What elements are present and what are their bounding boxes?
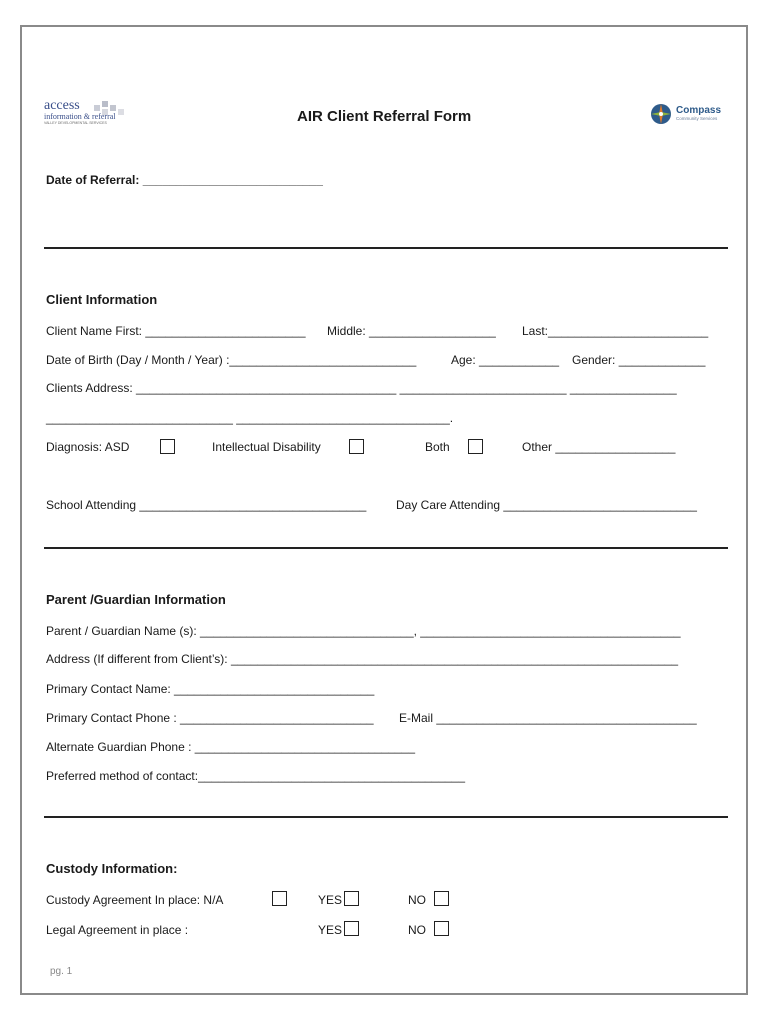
page-number: pg. 1	[50, 966, 73, 977]
custody-agreement-label: Custody Agreement In place: N/A	[46, 893, 224, 907]
legal-yes-checkbox[interactable]	[344, 921, 359, 936]
custody-no-label: NO	[408, 893, 426, 907]
custody-no-checkbox[interactable]	[434, 891, 449, 906]
access-logo-org: VALLEY DEVELOPMENTAL SERVICES	[44, 121, 107, 125]
school-attending-field[interactable]: School Attending __________________________________	[46, 498, 367, 512]
diagnosis-other-field[interactable]: Other __________________	[522, 440, 676, 454]
diagnosis-both-checkbox[interactable]	[468, 439, 483, 454]
gender-field[interactable]: Gender: _____________	[572, 353, 706, 367]
client-first-name-field[interactable]: Client Name First: ________________________	[46, 324, 306, 338]
custody-yes-label: YES	[318, 893, 343, 907]
legal-no-label: NO	[408, 923, 426, 937]
diagnosis-intellectual-disability-label: Intellectual Disability	[212, 440, 321, 454]
form-title: AIR Client Referral Form	[297, 108, 472, 125]
access-logo	[44, 98, 134, 131]
date-of-birth-field[interactable]: Date of Birth (Day / Month / Year) :____________________________	[46, 353, 417, 367]
primary-contact-name-field[interactable]: Primary Contact Name: ______________________________	[46, 682, 375, 696]
legal-yes-label: YES	[318, 923, 343, 937]
date-of-referral-field[interactable]: Date of Referral: ___________________________	[46, 173, 323, 187]
client-address-field[interactable]: Clients Address: _______________________________________ _________________________ ________________	[46, 381, 677, 395]
email-field[interactable]: E-Mail _______________________________________	[399, 711, 697, 725]
compass-logo	[650, 103, 730, 129]
section-divider	[44, 816, 728, 818]
diagnosis-both-label: Both	[425, 440, 450, 454]
primary-contact-phone-field[interactable]: Primary Contact Phone : _____________________________	[46, 711, 374, 725]
custody-yes-checkbox[interactable]	[344, 891, 359, 906]
diagnosis-intellectual-disability-checkbox[interactable]	[349, 439, 364, 454]
custody-na-checkbox[interactable]	[272, 891, 287, 906]
custody-information-heading: Custody Information:	[46, 861, 178, 876]
client-information-heading: Client Information	[46, 292, 158, 307]
preferred-contact-method-field[interactable]: Preferred method of contact:________________________________________	[46, 769, 466, 783]
legal-no-checkbox[interactable]	[434, 921, 449, 936]
diagnosis-label: Diagnosis: ASD	[46, 440, 130, 454]
section-divider	[44, 247, 728, 249]
parent-guardian-name-field[interactable]: Parent / Guardian Name (s): ________________________________, _______________________________________	[46, 624, 681, 638]
access-logo-subtitle: information & referral	[44, 112, 116, 121]
alternate-guardian-phone-field[interactable]: Alternate Guardian Phone : _________________________________	[46, 740, 415, 754]
client-middle-name-field[interactable]: Middle: ___________________	[327, 324, 496, 338]
parent-guardian-heading: Parent /Guardian Information	[46, 592, 226, 607]
access-logo-name: access	[44, 98, 80, 113]
client-last-name-field[interactable]: Last:________________________	[522, 324, 709, 338]
compass-logo-tagline: Community Services	[676, 116, 718, 121]
compass-icon	[650, 103, 672, 125]
compass-logo-name: Compass	[676, 105, 722, 116]
diagnosis-asd-checkbox[interactable]	[160, 439, 175, 454]
parent-address-field[interactable]: Address (If different from Client’s): ___________________________________________________________________	[46, 652, 679, 666]
section-divider	[44, 547, 728, 549]
age-field[interactable]: Age: ____________	[451, 353, 560, 367]
day-care-attending-field[interactable]: Day Care Attending _____________________________	[396, 498, 697, 512]
form-page	[20, 25, 748, 995]
legal-agreement-label: Legal Agreement in place :	[46, 923, 189, 937]
client-address-field-line2[interactable]: ____________________________ ________________________________.	[46, 411, 454, 425]
